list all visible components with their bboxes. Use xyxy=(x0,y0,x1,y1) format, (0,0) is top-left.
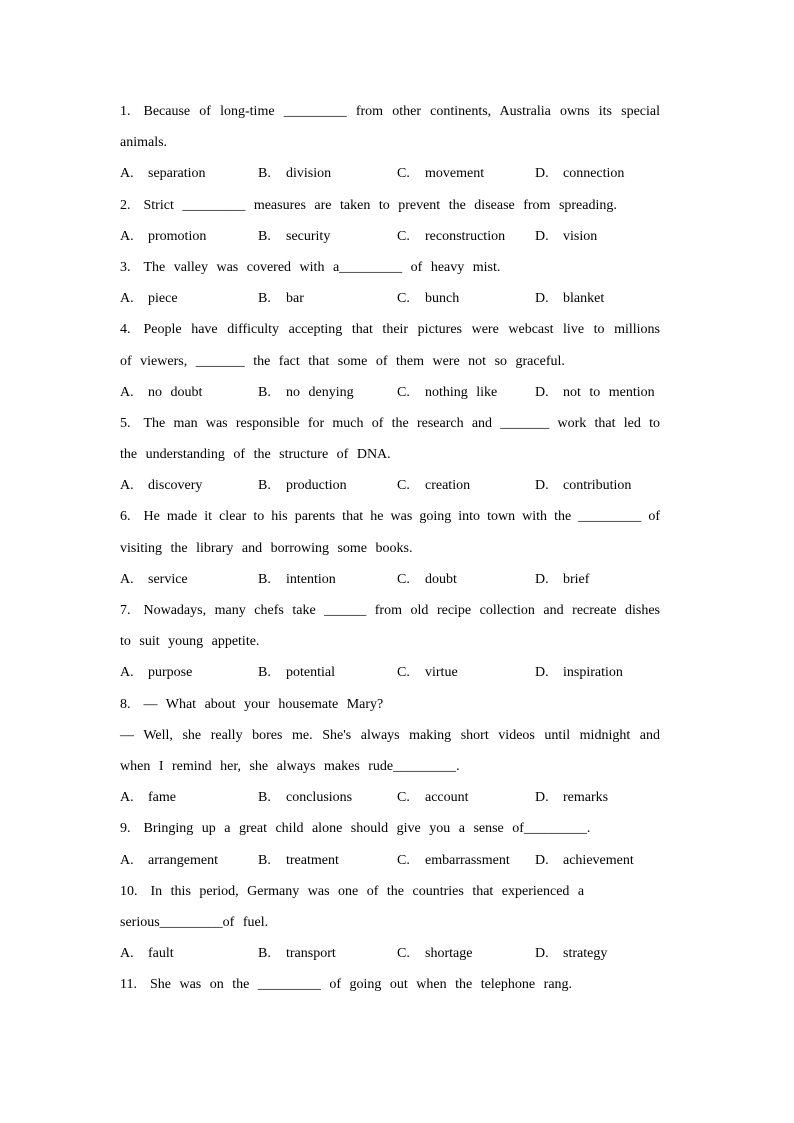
option-text: promotion xyxy=(148,228,207,244)
question-7 xyxy=(120,595,660,689)
option-d xyxy=(535,221,660,252)
option-a xyxy=(120,845,258,876)
question-3 xyxy=(120,252,660,314)
option-letter: D. xyxy=(535,790,549,806)
option-letter: C. xyxy=(397,478,410,494)
option-letter: D. xyxy=(535,384,549,400)
question-6-stem-line-2 xyxy=(120,533,660,564)
option-c xyxy=(397,938,535,969)
option-letter: A. xyxy=(120,946,134,962)
option-d xyxy=(535,564,660,595)
option-a xyxy=(120,221,258,252)
option-letter: C. xyxy=(397,384,410,400)
question-text: Bringing up a great child alone should give you a sense of_________. xyxy=(143,821,591,837)
option-letter: B. xyxy=(258,790,271,806)
option-letter: D. xyxy=(535,852,549,868)
question-text: In this period, Germany was one of the countries that experienced a xyxy=(150,883,585,899)
option-text: service xyxy=(148,571,188,587)
question-2 xyxy=(120,190,660,252)
option-d xyxy=(535,782,660,813)
option-letter: B. xyxy=(258,946,271,962)
answer-options xyxy=(120,845,660,876)
option-b xyxy=(258,657,397,688)
option-c xyxy=(397,221,535,252)
option-d xyxy=(535,377,660,408)
question-number: 10. xyxy=(120,883,138,899)
option-letter: C. xyxy=(397,166,410,182)
option-c xyxy=(397,657,535,688)
option-d xyxy=(535,283,660,314)
question-number: 5. xyxy=(120,415,131,431)
option-letter: B. xyxy=(258,478,271,494)
question-text: the understanding of the structure of DNA. xyxy=(120,447,391,463)
option-text: intention xyxy=(286,571,336,587)
option-text: potential xyxy=(286,665,335,681)
option-c xyxy=(397,470,535,501)
question-6 xyxy=(120,501,660,595)
option-text: no denying xyxy=(286,384,354,400)
answer-options xyxy=(120,470,660,501)
question-11 xyxy=(120,969,660,1000)
option-b xyxy=(258,845,397,876)
question-1 xyxy=(120,96,660,190)
option-text: fault xyxy=(148,946,174,962)
option-letter: A. xyxy=(120,166,134,182)
question-2-stem-line-1 xyxy=(120,190,660,221)
question-9 xyxy=(120,813,660,875)
option-text: blanket xyxy=(563,291,605,307)
option-text: creation xyxy=(425,478,471,494)
question-text: People have difficulty accepting that their pictures were webcast live to millions xyxy=(143,322,660,338)
question-text: He made it clear to his parents that he was going into town with the _________ of xyxy=(143,509,660,525)
question-4-stem-line-2 xyxy=(120,346,660,377)
option-d xyxy=(535,158,660,189)
option-text: separation xyxy=(148,166,206,182)
option-letter: C. xyxy=(397,665,410,681)
option-letter: A. xyxy=(120,228,134,244)
question-text: animals. xyxy=(120,135,168,151)
option-b xyxy=(258,283,397,314)
option-a xyxy=(120,377,258,408)
option-a xyxy=(120,782,258,813)
option-letter: D. xyxy=(535,228,549,244)
answer-options xyxy=(120,158,660,189)
question-text: when I remind her, she always makes rude_________. xyxy=(120,758,460,774)
option-text: security xyxy=(286,228,331,244)
option-text: contribution xyxy=(563,478,632,494)
option-b xyxy=(258,221,397,252)
option-text: division xyxy=(286,166,332,182)
option-text: virtue xyxy=(425,665,458,681)
option-b xyxy=(258,377,397,408)
option-letter: C. xyxy=(397,291,410,307)
option-text: embarrassment xyxy=(425,852,510,868)
option-a xyxy=(120,158,258,189)
question-number: 1. xyxy=(120,104,131,119)
option-letter: D. xyxy=(535,478,549,494)
option-c xyxy=(397,564,535,595)
option-d xyxy=(535,938,660,969)
option-letter: C. xyxy=(397,946,410,962)
option-letter: A. xyxy=(120,571,134,587)
option-a xyxy=(120,283,258,314)
question-text: — Well, she really bores me. She's always making short videos until midnight and xyxy=(120,727,660,743)
option-b xyxy=(258,158,397,189)
option-c xyxy=(397,283,535,314)
question-5-stem-line-1 xyxy=(120,408,660,439)
question-text: She was on the _________ of going out when the telephone rang. xyxy=(149,977,573,993)
option-text: piece xyxy=(148,291,178,307)
option-text: account xyxy=(425,790,469,806)
option-letter: B. xyxy=(258,384,271,400)
question-text: Because of long-time _________ from other continents, Australia owns its special xyxy=(143,104,660,119)
option-a xyxy=(120,938,258,969)
question-text: to suit young appetite. xyxy=(120,634,260,650)
answer-options xyxy=(120,782,660,813)
question-number: 3. xyxy=(120,259,131,275)
option-b xyxy=(258,470,397,501)
question-7-stem-line-2 xyxy=(120,626,660,657)
option-a xyxy=(120,470,258,501)
question-8-stem-line-1 xyxy=(120,689,660,720)
answer-options xyxy=(120,377,660,408)
question-text: — What about your housemate Mary? xyxy=(143,696,384,712)
option-b xyxy=(258,782,397,813)
question-5-stem-line-2 xyxy=(120,439,660,470)
question-8-stem-line-2 xyxy=(120,720,660,751)
option-a xyxy=(120,657,258,688)
option-text: brief xyxy=(563,571,590,587)
option-text: not to mention xyxy=(563,384,655,400)
option-text: treatment xyxy=(286,852,339,868)
option-letter: D. xyxy=(535,946,549,962)
question-10-stem-line-1 xyxy=(120,876,660,907)
option-letter: A. xyxy=(120,478,134,494)
option-letter: B. xyxy=(258,166,271,182)
option-text: bunch xyxy=(425,291,460,307)
option-text: inspiration xyxy=(563,665,623,681)
option-text: remarks xyxy=(563,790,609,806)
option-text: bar xyxy=(286,291,304,307)
question-number: 2. xyxy=(120,197,131,213)
question-text: Strict _________ measures are taken to prevent the disease from spreading. xyxy=(143,197,617,213)
answer-options xyxy=(120,657,660,688)
question-4 xyxy=(120,314,660,408)
answer-options xyxy=(120,938,660,969)
question-number: 11. xyxy=(120,977,137,993)
question-8 xyxy=(120,689,660,814)
option-letter: C. xyxy=(397,852,410,868)
option-letter: A. xyxy=(120,291,134,307)
option-letter: B. xyxy=(258,571,271,587)
answer-options xyxy=(120,221,660,252)
question-list xyxy=(120,96,660,1000)
option-text: transport xyxy=(286,946,336,962)
option-text: fame xyxy=(148,790,176,806)
option-text: movement xyxy=(425,166,485,182)
question-text: The valley was covered with a_________ of heavy mist. xyxy=(143,259,501,275)
option-text: achievement xyxy=(563,852,634,868)
option-b xyxy=(258,938,397,969)
question-text: Nowadays, many chefs take ______ from old recipe collection and recreate dishes xyxy=(143,603,660,618)
question-text: visiting the library and borrowing some books. xyxy=(120,540,413,556)
question-9-stem-line-1 xyxy=(120,813,660,844)
option-text: nothing like xyxy=(425,384,498,400)
option-text: connection xyxy=(563,166,625,182)
option-d xyxy=(535,470,660,501)
option-letter: D. xyxy=(535,291,549,307)
question-number: 6. xyxy=(120,509,131,525)
question-10 xyxy=(120,876,660,970)
option-c xyxy=(397,377,535,408)
question-number: 8. xyxy=(120,696,131,712)
option-text: vision xyxy=(563,228,598,244)
option-letter: C. xyxy=(397,228,410,244)
question-7-stem-line-1 xyxy=(120,595,660,626)
question-6-stem-line-1 xyxy=(120,501,660,532)
option-letter: C. xyxy=(397,790,410,806)
option-text: reconstruction xyxy=(425,228,506,244)
question-1-stem-line-1 xyxy=(120,96,660,127)
answer-options xyxy=(120,564,660,595)
answer-options xyxy=(120,283,660,314)
question-4-stem-line-1 xyxy=(120,314,660,345)
option-d xyxy=(535,845,660,876)
option-d xyxy=(535,657,660,688)
option-b xyxy=(258,564,397,595)
option-letter: A. xyxy=(120,665,134,681)
question-number: 4. xyxy=(120,322,131,338)
option-c xyxy=(397,845,535,876)
question-text: The man was responsible for much of the research and _______ work that led to xyxy=(143,415,660,431)
question-number: 9. xyxy=(120,821,131,837)
option-text: strategy xyxy=(563,946,608,962)
option-letter: B. xyxy=(258,291,271,307)
option-letter: A. xyxy=(120,852,134,868)
option-a xyxy=(120,564,258,595)
question-11-stem-line-1 xyxy=(120,969,660,1000)
option-letter: B. xyxy=(258,665,271,681)
question-text: serious_________of fuel. xyxy=(120,914,269,930)
question-1-stem-line-2 xyxy=(120,127,660,158)
option-letter: B. xyxy=(258,228,271,244)
option-c xyxy=(397,782,535,813)
option-letter: D. xyxy=(535,166,549,182)
question-5 xyxy=(120,408,660,502)
question-3-stem-line-1 xyxy=(120,252,660,283)
option-letter: D. xyxy=(535,571,549,587)
option-text: arrangement xyxy=(148,852,218,868)
question-10-stem-line-2 xyxy=(120,907,660,938)
option-text: discovery xyxy=(148,478,203,494)
question-text: of viewers, _______ the fact that some of them were not so graceful. xyxy=(120,353,565,369)
question-8-stem-line-3 xyxy=(120,751,660,782)
option-letter: C. xyxy=(397,571,410,587)
option-c xyxy=(397,158,535,189)
question-number: 7. xyxy=(120,603,131,618)
option-text: production xyxy=(286,478,347,494)
option-text: doubt xyxy=(425,571,457,587)
option-text: no doubt xyxy=(148,384,203,400)
option-text: conclusions xyxy=(286,790,353,806)
option-text: shortage xyxy=(425,946,473,962)
option-letter: A. xyxy=(120,790,134,806)
option-letter: B. xyxy=(258,852,271,868)
option-letter: A. xyxy=(120,384,134,400)
option-text: purpose xyxy=(148,665,193,681)
option-letter: D. xyxy=(535,665,549,681)
